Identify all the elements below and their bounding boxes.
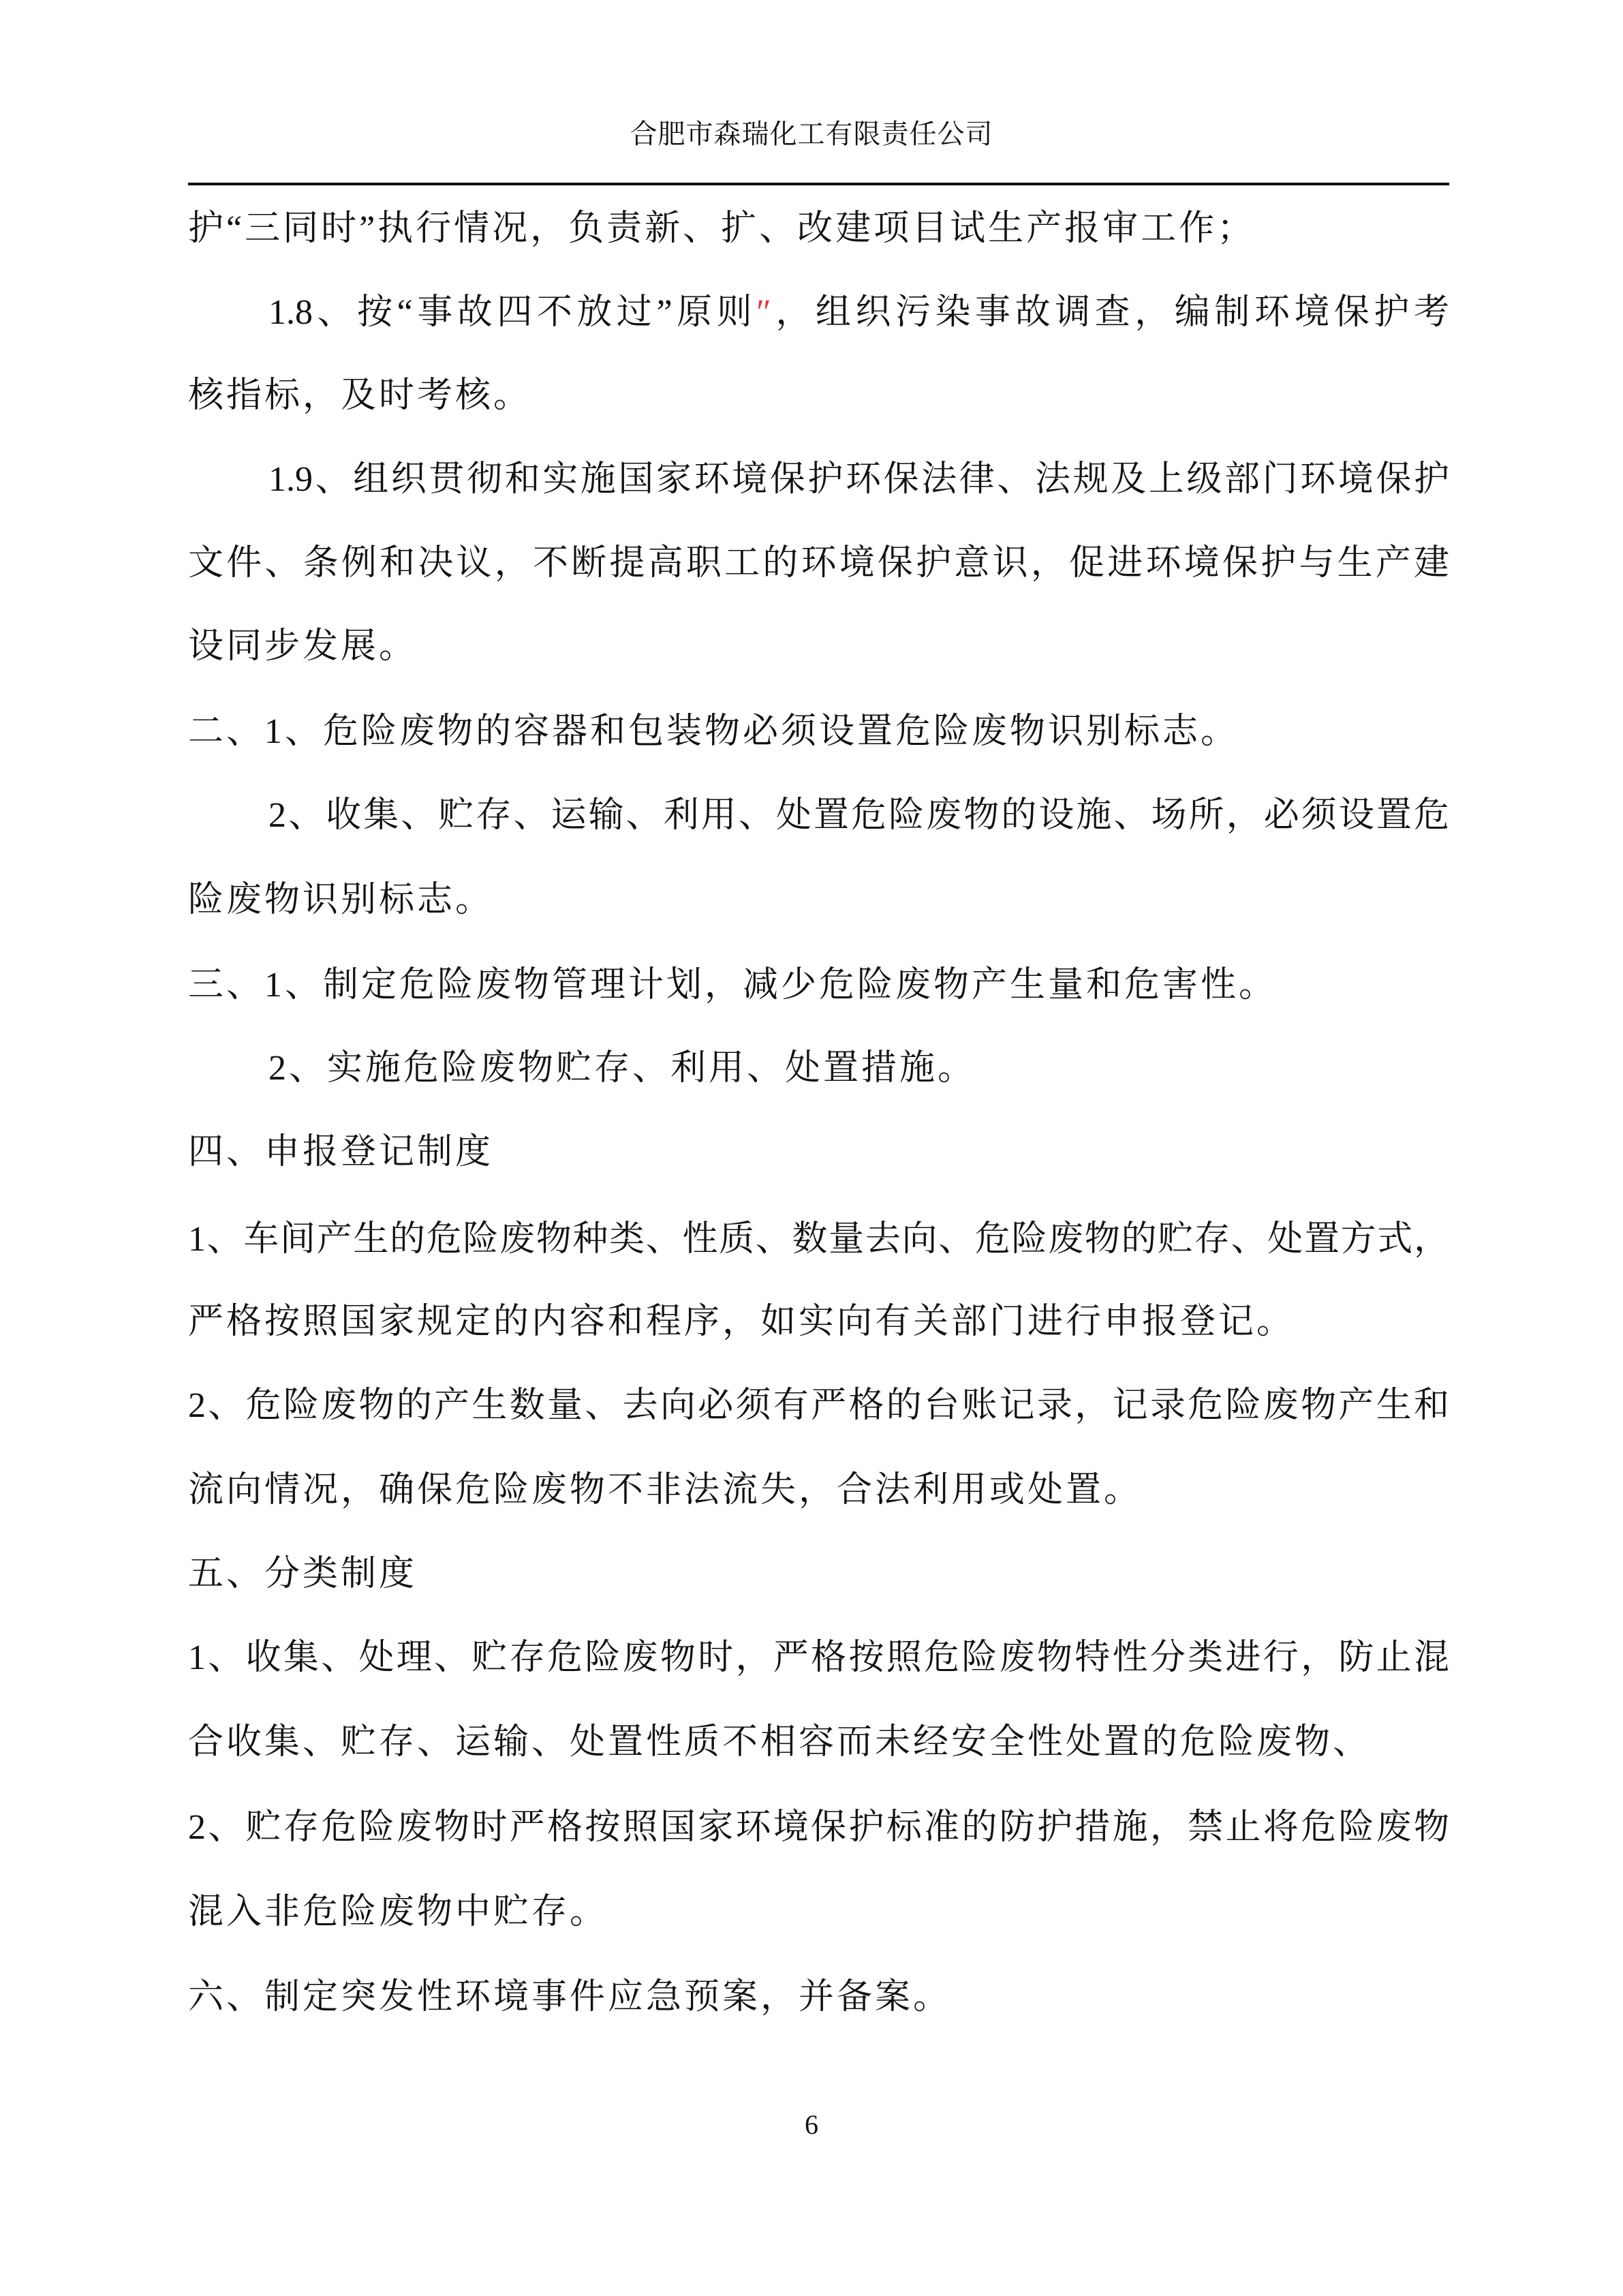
body-line: 混入非危险废物中贮存。 <box>188 1893 608 1931</box>
section-heading: 五、分类制度 <box>188 1555 418 1593</box>
body-line: 2、危险废物的产生数量、去向必须有严格的台账记录，记录危险废物产生和 <box>188 1386 1449 1425</box>
section-heading: 四、申报登记制度 <box>188 1133 494 1172</box>
body-line: 合收集、贮存、运输、处置性质不相容而未经安全性处置的危险废物、 <box>188 1723 1372 1762</box>
page-number: 6 <box>805 2109 818 2140</box>
annotation-mark: ″ <box>756 293 771 332</box>
body-line: 文件、条例和决议，不断提高职工的环境保护意识，促进环境保护与生产建 <box>188 544 1449 583</box>
body-line: 1、收集、处理、贮存危险废物时，严格按照危险废物特性分类进行，防止混 <box>188 1638 1449 1677</box>
body-line: 2、实施危险废物贮存、利用、处置措施。 <box>268 1049 976 1088</box>
body-line <box>268 289 1449 337</box>
header-divider <box>188 183 1449 185</box>
body-line: 核指标，及时考核。 <box>188 376 532 415</box>
section-heading: 三、1、制定危险废物管理计划，减少危险废物产生量和危害性。 <box>188 966 1278 1005</box>
body-line: 险废物识别标志。 <box>188 881 494 919</box>
body-line: 设同步发展。 <box>188 627 418 666</box>
body-line: 护“三同时”执行情况，负责新、扩、改建项目试生产报审工作； <box>188 209 1256 248</box>
section-heading: 六、制定突发性环境事件应急预案，并备案。 <box>188 1978 952 2017</box>
body-line-text: 1.8、按“事故四不放过”原则 <box>268 293 757 332</box>
body-line: 流向情况，确保危险废物不非法流失，合法利用或处置。 <box>188 1471 1143 1510</box>
body-line: 2、收集、贮存、运输、利用、处置危险废物的设施、场所，必须设置危 <box>268 796 1449 835</box>
body-line: 2、贮存危险废物时严格按照国家环境保护标准的防护措施，禁止将危险废物 <box>188 1808 1449 1847</box>
page-header-company: 合肥市森瑞化工有限责任公司 <box>630 119 993 149</box>
body-line-text: ，组织污染事故调查，编制环境保护考 <box>771 293 1449 332</box>
body-line: 1、车间产生的危险废物种类、性质、数量去向、危险废物的贮存、处置方式， <box>188 1220 1449 1259</box>
section-heading: 二、1、危险废物的容器和包装物必须设置危险废物识别标志。 <box>188 712 1239 751</box>
body-line: 严格按照国家规定的内容和程序，如实向有关部门进行申报登记。 <box>188 1302 1295 1341</box>
body-line: 1.9、组织贯彻和实施国家环境保护环保法律、法规及上级部门环境保护 <box>268 460 1449 499</box>
